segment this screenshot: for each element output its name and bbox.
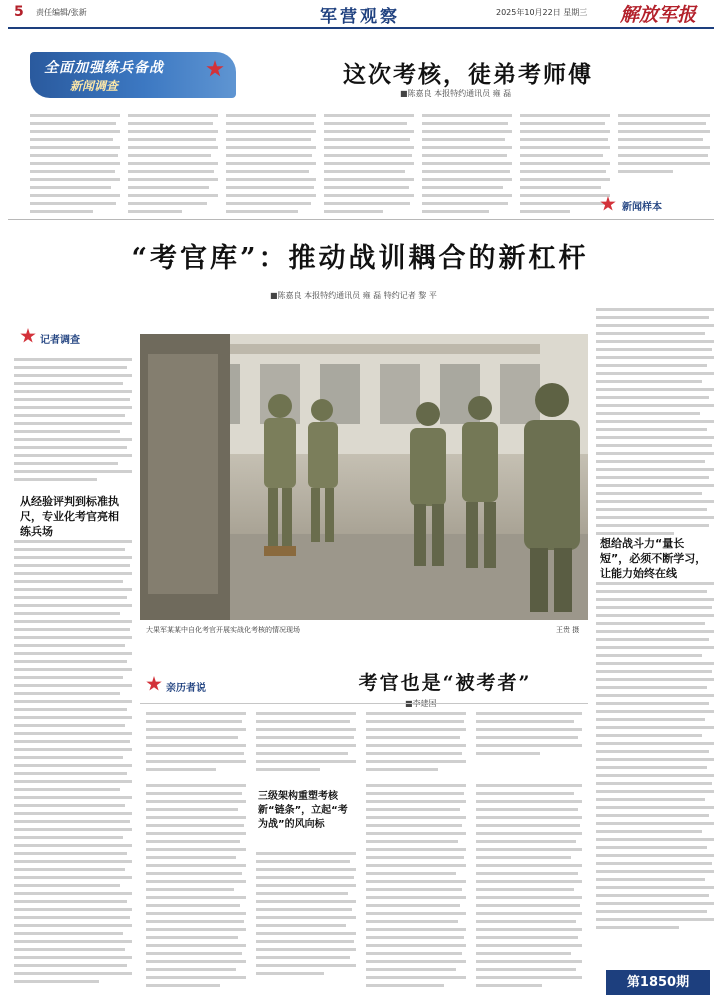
section-divider <box>8 219 714 220</box>
subhead-3: 想给战斗力“量长短”，必须不断学习，让能力始终在线 <box>600 537 707 580</box>
commentary-column-3 <box>366 712 466 776</box>
top-story-headline: 这次考核，徒弟考师傅 <box>343 61 593 88</box>
news-sample-label: 新闻样本 <box>622 202 662 213</box>
reporter-note-label: 记者调查 <box>40 335 80 346</box>
main-middle-column-3 <box>366 784 466 992</box>
top-story-byline: ■陈嘉良 本报特约通讯员 雍 磊 <box>400 89 512 98</box>
series-banner-subtitle: 新闻调查 <box>70 79 119 93</box>
commentary-headline: 考官也是“被考者” <box>358 672 532 694</box>
main-right-column-a <box>596 308 714 540</box>
star-icon <box>20 328 36 344</box>
issue-number-badge: 第1850期 <box>606 970 710 995</box>
commentary-rule <box>140 703 588 704</box>
feature-photo <box>140 334 588 620</box>
newspaper-logo: 解放军报 <box>620 4 697 26</box>
main-middle-column-2 <box>256 852 356 980</box>
editor-credit: 责任编辑/张新 <box>36 8 87 17</box>
commentary-column-2 <box>256 712 356 776</box>
main-left-column-a <box>14 358 132 486</box>
top-story-column-7 <box>618 114 710 178</box>
commentary-column-1 <box>146 712 246 776</box>
top-story-column-1 <box>30 114 120 218</box>
issue-date: 2025年10月22日 星期三 <box>496 8 588 17</box>
photo-caption: 大果军某某中自化考官开展实战化考核的情况现场 <box>146 626 300 634</box>
main-right-column-b <box>596 582 714 934</box>
section-title: 军营观察 <box>320 7 400 27</box>
top-story-column-5 <box>422 114 512 218</box>
subhead-1: 从经验评判到标准执尺，专业化考官亮相练兵场 <box>20 495 119 538</box>
main-middle-column-4 <box>476 784 582 992</box>
top-story-column-3 <box>226 114 316 218</box>
main-headline: “考官库”：推动战训耦合的新杠杆 <box>131 243 589 274</box>
main-story-byline: ■陈嘉良 本报特约通讯员 雍 磊 特约记者 黎 平 <box>270 291 437 300</box>
star-icon <box>146 676 162 692</box>
top-story-column-4 <box>324 114 414 218</box>
series-banner-title: 全面加强练兵备战 <box>44 60 164 76</box>
commentary-column-4 <box>476 712 582 760</box>
photo-credit: 王贵 摄 <box>556 626 580 634</box>
main-middle-column-1 <box>146 784 246 992</box>
main-left-column-b <box>14 540 132 988</box>
top-story-column-2 <box>128 114 218 218</box>
subhead-2: 三级架构重塑考核新“链条”，立起“考为战”的风向标 <box>258 791 348 830</box>
top-story-column-6 <box>520 114 610 218</box>
header-rule <box>8 27 714 29</box>
commentary-label: 亲历者说 <box>166 683 206 694</box>
page-number: 5 <box>14 4 24 20</box>
